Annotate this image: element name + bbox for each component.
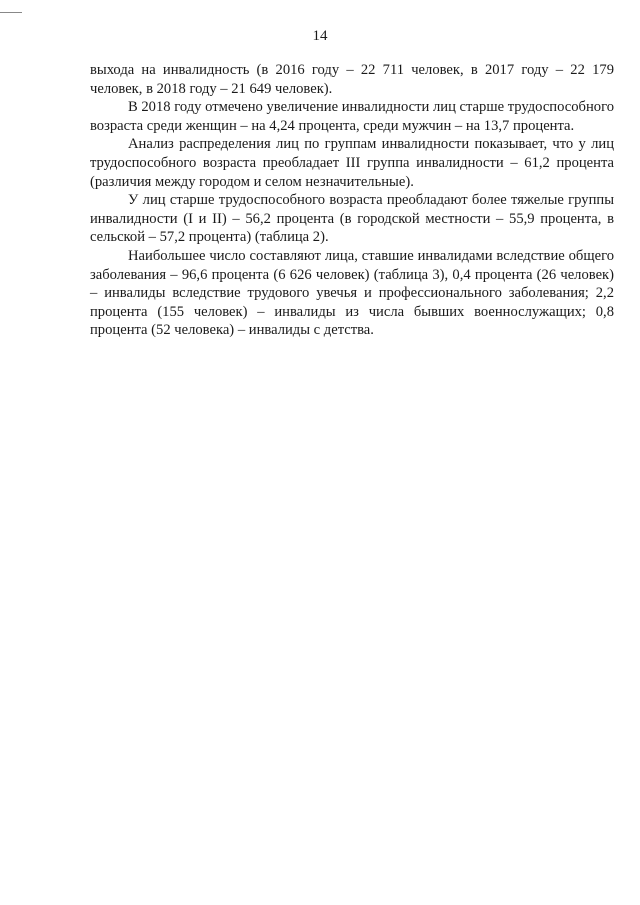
paragraph-continuation: выхода на инвалидность (в 2016 году – 22 711 человек, в 2017 году – 22 179 человек, в 2018 году – 21 649 человек). [90, 62, 614, 97]
paragraph-group-distribution: Анализ распределения лиц по группам инвалидности показывает, что у лиц трудоспособного возраста преобладает III группа инвалидности – 61,2 процента (различия между городом и селом незначительные). [90, 136, 614, 190]
page-number: 14 [312, 28, 328, 44]
paragraph-elderly-groups: У лиц старше трудоспособного возраста преобладают более тяжелые группы инвалидности (I и II) – 56,2 процента (в городской местности – 55,9 процента, в сельской – 57,2 процента) (таблица 2). [90, 192, 614, 246]
paragraph-disability-increase: В 2018 году отмечено увеличение инвалидности лиц старше трудоспособного возраста среди женщин – на 4,24 процента, среди мужчин – на 13,7 процента. [90, 99, 614, 134]
scan-edge-mark [0, 12, 22, 13]
document-body [90, 61, 614, 340]
paragraph-causes: Наибольшее число составляют лица, ставшие инвалидами вследствие общего заболевания – 96,6 процента (6 626 человек) (таблица 3), 0,4 процента (26 человек) – инвалиды вследствие трудового увечья и профессионального заболевания; 2,2 процента (155 человек) – инвалиды из числа бывших военнослужащих; 0,8 процента (52 человека) – инвалиды с детства. [90, 247, 614, 339]
